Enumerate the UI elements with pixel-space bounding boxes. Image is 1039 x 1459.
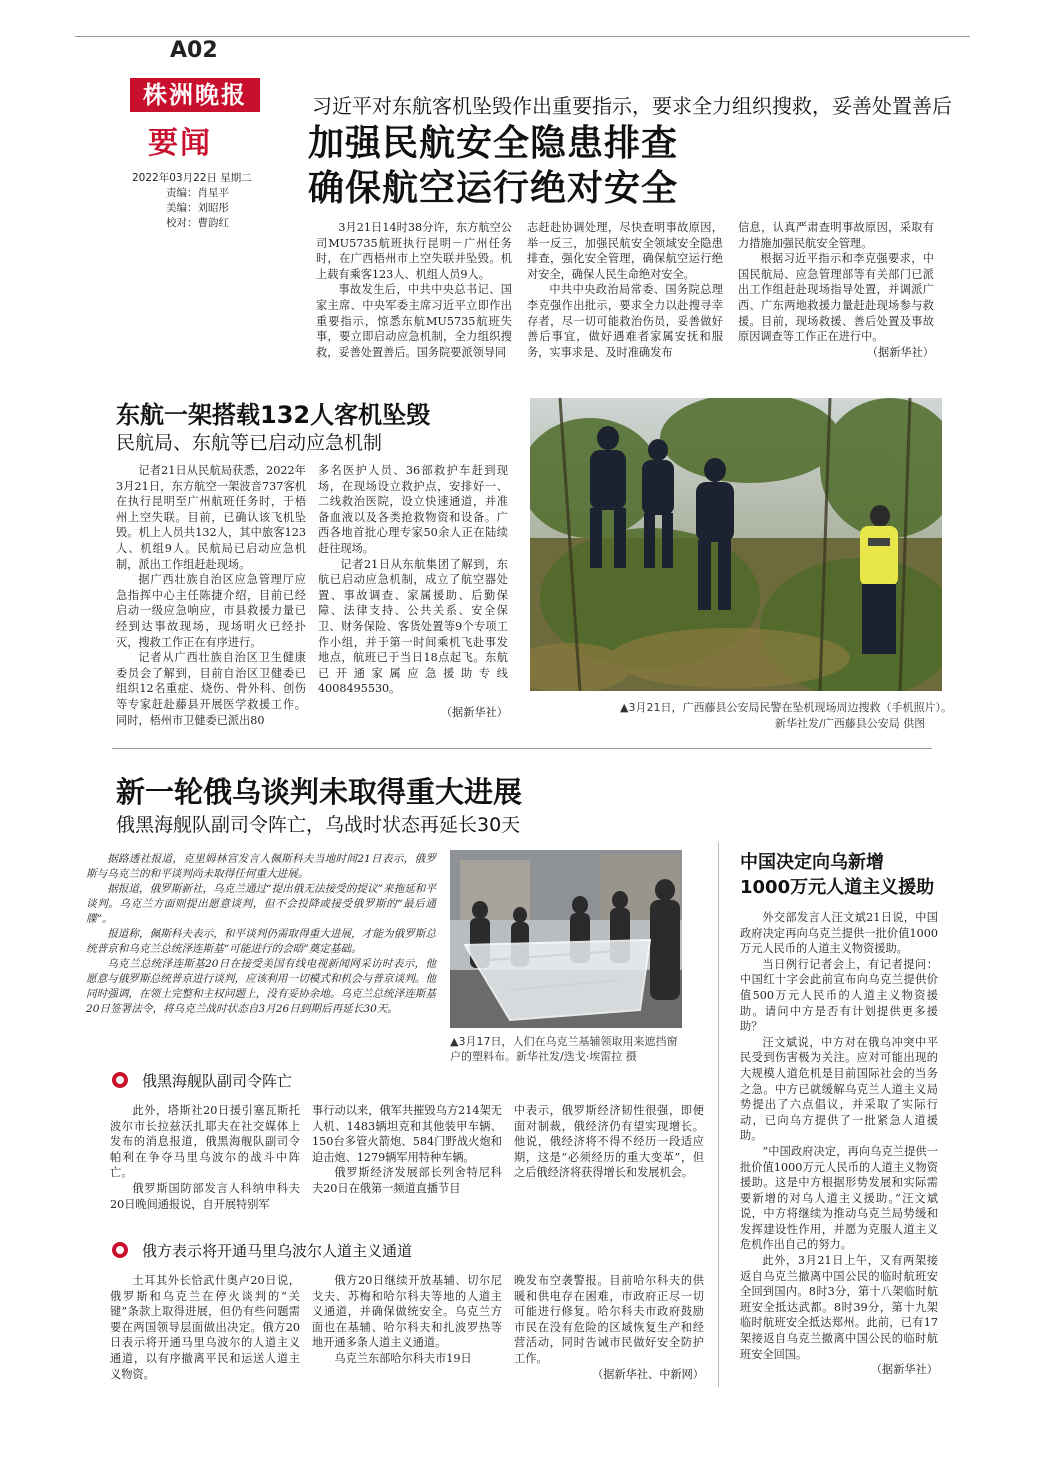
lead-p: 事故发生后，中共中央总书记、国家主席、中央军委主席习近平立即作出重要指示，惊悉东航MU5735航班失事，要立即启动应急机制，全力组织搜救，妥善处置善后。国务院要派领导同 <box>316 283 512 359</box>
ukraine-photo <box>450 850 682 1028</box>
crash-photo <box>530 398 942 691</box>
editor-credit: 责编：肖星平 <box>166 187 229 199</box>
ukraine-p: 中表示，俄罗斯经济韧性很强，即便面对制裁，俄经济仍有望实现增长。他说，俄经济将不得不经历一段适应期，这是“必须经历的重大变革”，但之后俄经济将获得增长和发展机会。 <box>514 1104 704 1180</box>
section-bullet-icon <box>112 1242 128 1258</box>
ukraine-source: （据新华社、中新网） <box>592 1367 704 1381</box>
lead-source: （据新华社） <box>866 345 934 359</box>
ukraine-sec2-col-1 <box>110 1273 300 1382</box>
aid-p: 此外，3月21日上午，又有两架接返自乌克兰撤离中国公民的临时航班安全回到国内。8时3分，第十八架临时航班安全抵达武都。8时39分，第十九架临时航班安全抵达郑州。此前，已有17架接返自乌克兰撤离中国公民的临时航班安全回国。 <box>740 1254 938 1361</box>
lead-p: 根据习近平指示和李克强要求，中国民航局、应急管理部等有关部门已派出工作组赶赴现场指导处置，并调派广西、广东两地救援力量赶赴现场参与救援。目前，现场救援、善后处置及事故原因调查等工作正在进行中。 <box>738 252 934 344</box>
crash-title: 东航一架搭载132人客机坠毁 <box>116 401 431 429</box>
ukraine-sec1-col-1 <box>110 1103 300 1212</box>
top-rule <box>75 36 970 37</box>
ukraine-intro-p: 报道称，佩斯科夫表示，和平谈判仍需取得重大进展，才能为俄罗斯总统普京和乌克兰总统泽连斯基“可能进行的会晤”奠定基础。 <box>86 928 436 955</box>
ukraine-sec2-col-3 <box>514 1273 704 1382</box>
lead-p: 信息，认真严肃查明事故原因，采取有力措施加强民航安全管理。 <box>738 221 934 250</box>
ukraine-p: 土耳其外长恰武什奥卢20日说，俄罗斯和乌克兰在停火谈判的“关键”条款上取得进展，但仍有些问题需要在两国领导层面做出决定。俄方20日表示将开通马里乌波尔的人道主义通道，以有序撤离平民和运送人道主义物资。 <box>110 1274 300 1381</box>
ukraine-p: 俄罗斯国防部发言人科纳申科夫20日晚间通报说，自开展特别军 <box>110 1181 300 1211</box>
ukraine-subtitle: 俄黑海舰队副司令阵亡，乌战时状态再延长30天 <box>116 814 521 836</box>
crash-subtitle: 民航局、东航等已启动应急机制 <box>116 432 383 454</box>
aid-title-2: 1000万元人道主义援助 <box>740 877 935 898</box>
section-label: 要闻 <box>148 126 212 161</box>
section-bullet-icon <box>112 1072 128 1088</box>
crash-photo-image <box>530 398 942 691</box>
mid-rule <box>112 748 932 749</box>
crash-col-2 <box>318 463 508 721</box>
paper-logo-text: 株洲晚报 <box>143 80 247 109</box>
ukraine-intro-p: 据路透社报道，克里姆林宫发言人佩斯科夫当地时间21日表示，俄罗斯与乌克兰的和平谈判尚未取得任何重大进展。 <box>86 853 436 880</box>
designer-credit: 美编：刘昭彤 <box>166 202 229 214</box>
lead-col-2 <box>527 220 723 360</box>
ukraine-intro-p: 乌克兰总统泽连斯基20日在接受美国有线电视新闻网采访时表示，他愿意与俄罗斯总统普京进行谈判，应该利用一切模式和机会与普京谈判。他同时强调，在领土完整和主权问题上，没有妥协余地。乌克兰总统泽连斯基20日签署法令，将乌克兰战时状态自3月26日到期后再延长30天。 <box>86 958 436 1015</box>
ukraine-intro <box>86 852 436 1017</box>
crash-credit: 新华社发/广西藤县公安局 供图 <box>775 717 926 730</box>
ukraine-photo-caption: ▲3月17日，人们在乌克兰基辅领取用来遮挡窗户的塑料布。新华社发/迭戈·埃雷拉 摄 <box>450 1035 678 1063</box>
aid-p: 外交部发言人汪文斌21日说，中国政府决定再向乌克兰提供一批价值1000万元人民币的人道主义物资援助。 <box>740 911 938 956</box>
aid-source: （据新华社） <box>870 1363 938 1377</box>
ukraine-p: 俄方20日继续开放基辅、切尔尼戈夫、苏梅和哈尔科夫等地的人道主义通道，并确保做统安全。乌克兰方面也在基辅、哈尔科夫和扎波罗热等地开通多条人道主义通道。 <box>312 1274 502 1350</box>
crash-p: 记者21日从民航局获悉，2022年3月21日，东方航空一架波音737客机在执行昆明至广州航班任务时，于梧州上空失联。目前，已确认该飞机坠毁。机上人员共132人，其中旅客123人、机组9人。民航局已启动应急机制，派出工作组赶赴现场。 <box>116 464 306 571</box>
ukraine-photo-image <box>450 850 682 1028</box>
aid-p: 当日例行记者会上，有记者提问：中国红十字会此前宣布向乌克兰提供价值500万元人民币的人道主义物资援助。请问中方是否有计划提供更多援助？ <box>740 957 938 1034</box>
ukraine-title: 新一轮俄乌谈判未取得重大进展 <box>116 775 523 809</box>
ukraine-p: 晚发布空袭警报。目前哈尔科夫的供暖和供电存在困难，市政府正尽一切可能进行修复。哈尔科夫市政府鼓励市民在没有危险的区域恢复生产和经营活动，同时告诫市民做好安全防护工作。 <box>514 1274 704 1365</box>
proof-credit: 校对：曹韵红 <box>166 217 229 229</box>
ukraine-sec1-title: 俄黑海舰队副司令阵亡 <box>142 1072 293 1090</box>
paper-logo <box>130 78 260 112</box>
ukraine-p: 乌克兰东部哈尔科夫市19日 <box>334 1351 472 1365</box>
lead-p: 志赶赴协调处理，尽快查明事故原因，举一反三，加强民航安全领域安全隐患排查，强化安全管理，确保航空运行绝对安全，确保人民生命绝对安全。 <box>527 221 723 281</box>
crash-caption: ▲3月21日，广西藤县公安局民警在坠机现场周边搜救（手机照片）。 <box>620 701 952 714</box>
page-number: A02 <box>170 38 218 63</box>
ukraine-p: 俄罗斯经济发展部长列舍特尼科夫20日在俄第一频道直播节目 <box>312 1166 502 1195</box>
crash-col-1 <box>116 463 306 728</box>
crash-p: 记者从广西壮族自治区卫生健康委员会了解到，目前自治区卫健委已组织12名重症、烧伤、骨外科、创伤等专家赶赴藤县开展医学救援工作。同时，梧州市卫健委已派出80 <box>116 651 306 727</box>
crash-p: 多名医护人员、36部救护车赶到现场，在现场设立救护点，安排好一、二线救治医院，设立快速通道，并准备血液以及各类抢救物资和设备。广西各地首批心理专家50余人正在陆续赶往现场。 <box>318 464 508 555</box>
issue-date: 2022年03月22日 星期二 <box>132 172 252 184</box>
lead-col-1 <box>316 220 512 360</box>
aid-p: “中国政府决定，再向乌克兰提供一批价值1000万元人民币的人道主义物资援助。这是中方根据形势发展和实际需要新增的对乌人道主义援助。”汪文斌说，中方将继续为推动乌克兰局势缓和发挥建设性作用，并愿为克服人道主义危机作出自己的努力。 <box>740 1144 938 1252</box>
aid-title-1: 中国决定向乌新增 <box>740 852 884 873</box>
ukraine-p: 事行动以来，俄军共摧毁乌方214架无人机、1483辆坦克和其他装甲车辆、150台多管火箭炮、584门野战火炮和迫击炮、1279辆军用特种车辆。 <box>312 1104 502 1164</box>
lead-title-1: 加强民航安全隐患排查 <box>308 123 679 164</box>
ukraine-sec2-col-2 <box>312 1273 502 1367</box>
crash-source: （据新华社） <box>440 705 508 719</box>
lead-p: 中共中央政治局常委、国务院总理李克强作出批示，要求全力以赴搜寻幸存者，尽一切可能救治伤员，妥善做好善后事宜，做好遇难者家属安抚和服务，实事求是、及时准确发布 <box>527 283 723 359</box>
crash-p: 据广西壮族自治区应急管理厅应急指挥中心主任陈捷介绍，目前已经启动一级应急响应，市县救援力量已经到达事故现场，现场明火已经扑灭，搜救工作正在有序进行。 <box>116 573 306 649</box>
lead-title-2: 确保航空运行绝对安全 <box>308 168 679 209</box>
ukraine-sec2-title: 俄方表示将开通马里乌波尔人道主义通道 <box>142 1242 413 1260</box>
ukraine-p: 此外，塔斯社20日援引塞瓦斯托波尔市长拉兹沃扎耶夫在社交媒体上发布的消息报道，俄黑海舰队副司令帕利在争夺马里乌波尔的战斗中阵亡。 <box>110 1104 300 1180</box>
aid-divider <box>718 842 719 1387</box>
lead-col-3 <box>738 220 934 360</box>
aid-p: 汪文斌说，中方对在俄乌冲突中平民受到伤害极为关注。应对可能出现的大规模人道危机是目前国际社会的当务之急。中方已就缓解乌克兰人道主义局势提出了六点倡议，并采取了实际行动，已向乌方提供了一批紧急人道援助。 <box>740 1035 938 1143</box>
ukraine-sec1-col-2 <box>312 1103 502 1197</box>
crash-p: 记者21日从东航集团了解到，东航已启动应急机制，成立了航空器处置、事故调查、家属援助、后勤保障、法律支持、公共关系、安全保卫、财务保险、客货处置等9个专项工作小组，并于第一时间乘机飞赴事发地点，航班已于当日18点起飞。东航已开通家属应急援助专线4008495530。 <box>318 557 508 696</box>
aid-body <box>740 910 938 1378</box>
lead-p: 3月21日14时38分许，东方航空公司MU5735航班执行昆明－广州任务时，在广西梧州市上空失联并坠毁。机上载有乘客123人、机组人员9人。 <box>316 221 512 281</box>
ukraine-intro-p: 据报道，俄罗斯新社，乌克兰通过“提出俄无法接受的提议”来拖延和平谈判。乌克兰方面则提出愿意谈判，但不会投降或接受俄罗斯的“最后通牒”。 <box>86 883 436 925</box>
ukraine-sec1-col-3 <box>514 1103 704 1181</box>
lead-kicker: 习近平对东航客机坠毁作出重要指示，要求全力组织搜救，妥善处置善后 <box>312 94 952 118</box>
